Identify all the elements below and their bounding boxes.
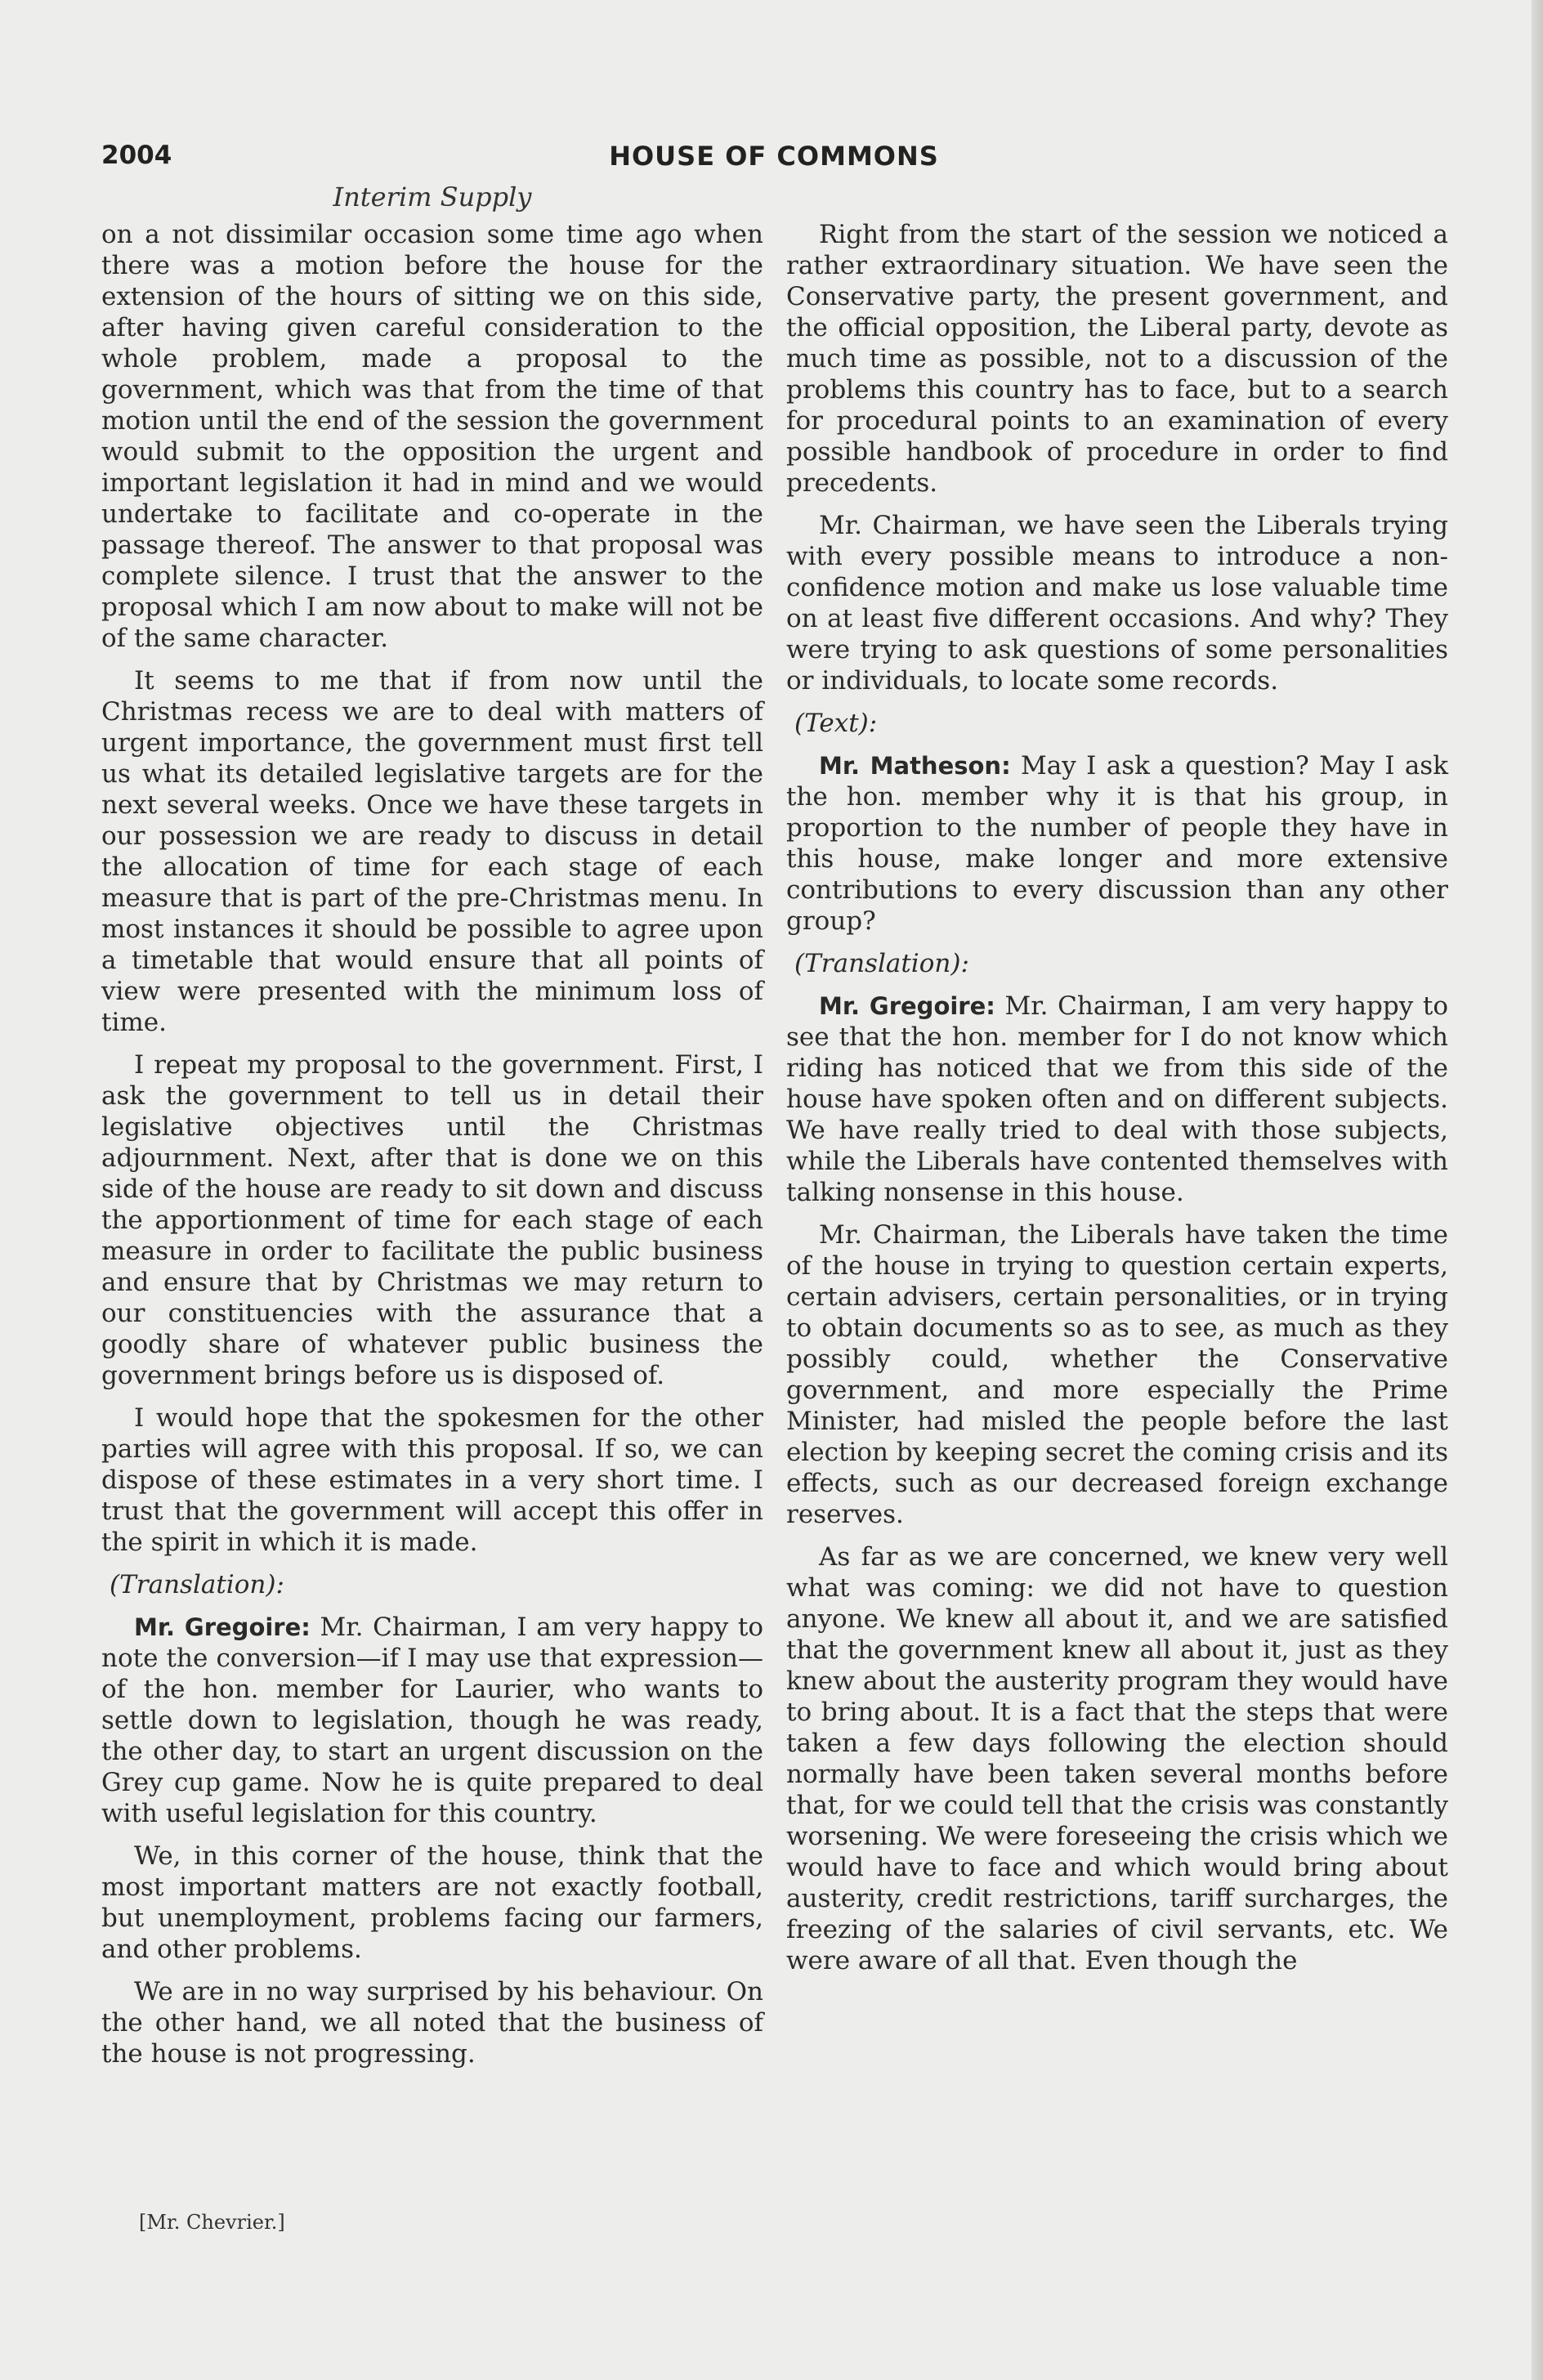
body-paragraph: It seems to me that if from now until the Christmas recess we are to deal with matters of urgent importance, the government must first tell us what its detailed legislative targets are for the next several weeks. Once we have these targets in our possession we are ready to discuss in detail the allocation of time for each stage of each measure that is part of the pre-Christmas menu. In most instances it should be possible to agree upon a timetable that would ensure that all points of view were presented with the minimum loss of time. <box>101 666 763 1037</box>
page-header <box>101 141 1447 177</box>
body-paragraph: We, in this corner of the house, think that the most important matters are not exactly football, but unemployment, problems facing our farmers, and other problems. <box>101 1841 763 1964</box>
speech-text: Mr. Chairman, I am very happy to note the conversion—if I may use that expression—of the hon. member for Laurier, who wants to settle down to legislation, though he was ready, the other day, to start an urgent discussion on the Grey cup game. Now he is quite prepared to deal with useful legislation for this country. <box>101 1613 763 1828</box>
right-column <box>786 219 1448 1988</box>
running-title: HOUSE OF COMMONS <box>609 141 939 172</box>
body-paragraph: We are in no way surprised by his behaviour. On the other hand, we all noted that the business of the house is not progressing. <box>101 1977 763 2069</box>
body-paragraph: As far as we are concerned, we knew very well what was coming: we did not have to question anyone. We knew all about it, and we are satisfied that the government knew all about it, just as they knew about the austerity program they would have to bring about. It is a fact that the steps that were taken a few days following the election should normally have been taken several months before that, for we could tell that the crisis was constantly worsening. We were foreseeing the crisis which we would have to face and which would bring about austerity, credit restrictions, tariff surcharges, the freezing of the salaries of civil servants, etc. We were aware of all that. Even though the <box>786 1542 1448 1975</box>
speaker-name: Mr. Matheson: <box>819 752 1011 780</box>
translation-label: (Translation): <box>110 1570 284 1599</box>
translation-label: (Text): <box>794 709 878 738</box>
speech-paragraph <box>786 991 1448 1208</box>
speech-text: Mr. Chairman, I am very happy to see that the hon. member for I do not know which riding has noticed that we from this side of the house have spoken often and on different subjects. We have really tried to deal with those subjects, while the Liberals have contented themselves with talking nonsense in this house. <box>786 991 1448 1207</box>
speaker-name: Mr. Gregoire: <box>819 992 995 1020</box>
section-heading: Interim Supply <box>333 181 532 212</box>
page-edge-shadow <box>1532 0 1543 2380</box>
left-column <box>101 219 763 2081</box>
body-paragraph: on a not dissimilar occasion some time ago when there was a motion before the house for the extension of the hours of sitting we on this side, after having given careful consideration to the whole problem, made a proposal to the government, which was that from the time of that motion until the end of the session the government would submit to the opposition the urgent and important legislation it had in mind and we would undertake to facilitate and co-operate in the passage thereof. The answer to that proposal was complete silence. I trust that the answer to the proposal which I am now about to make will not be of the same character. <box>101 220 763 653</box>
translation-label: (Translation): <box>794 949 969 978</box>
body-paragraph: Right from the start of the session we noticed a rather extraordinary situation. We have seen the Conservative party, the present government, and the official opposition, the Liberal party, devote as much time as possible, not to a discussion of the problems this country has to face, but to a search for procedural points to an examination of every possible handbook of procedure in order to find precedents. <box>786 220 1448 498</box>
body-paragraph: I repeat my proposal to the government. First, I ask the government to tell us in detail their legislative objectives until the Christmas adjournment. Next, after that is done we on this side of the house are ready to sit down and discuss the apportionment of time for each stage of each measure in order to facilitate the public business and ensure that by Christmas we may return to our constituencies with the assurance that a goodly share of whatever public business the government brings before us is disposed of. <box>101 1050 763 1390</box>
speech-text: May I ask a question? May I ask the hon. member why it is that his group, in proportion to the number of people they have in this house, make longer and more extensive contributions to every discussion than any other group? <box>786 751 1448 936</box>
body-paragraph: Mr. Chairman, we have seen the Liberals trying with every possible means to introduce a non-confidence motion and make us lose valuable time on at least five different occasions. And why? They were trying to ask questions of some personalities or individuals, to locate some records. <box>786 511 1448 696</box>
speaker-name: Mr. Gregoire: <box>134 1613 311 1641</box>
speech-paragraph <box>101 1612 763 1829</box>
footer-speaker-note: [Mr. Chevrier.] <box>139 2211 285 2234</box>
speech-paragraph <box>786 750 1448 937</box>
body-paragraph: Mr. Chairman, the Liberals have taken the time of the house in trying to question certain experts, certain advisers, certain personalities, or in trying to obtain documents so as to see, as much as they possibly could, whether the Conservative government, and more especially the Prime Minister, had misled the people before the last election by keeping secret the coming crisis and its effects, such as our decreased foreign exchange reserves. <box>786 1220 1448 1529</box>
page-number: 2004 <box>101 141 172 170</box>
body-paragraph: I would hope that the spokesmen for the other parties will agree with this proposal. If so, we can dispose of these estimates in a very short time. I trust that the government will accept this offer in the spirit in which it is made. <box>101 1403 763 1557</box>
